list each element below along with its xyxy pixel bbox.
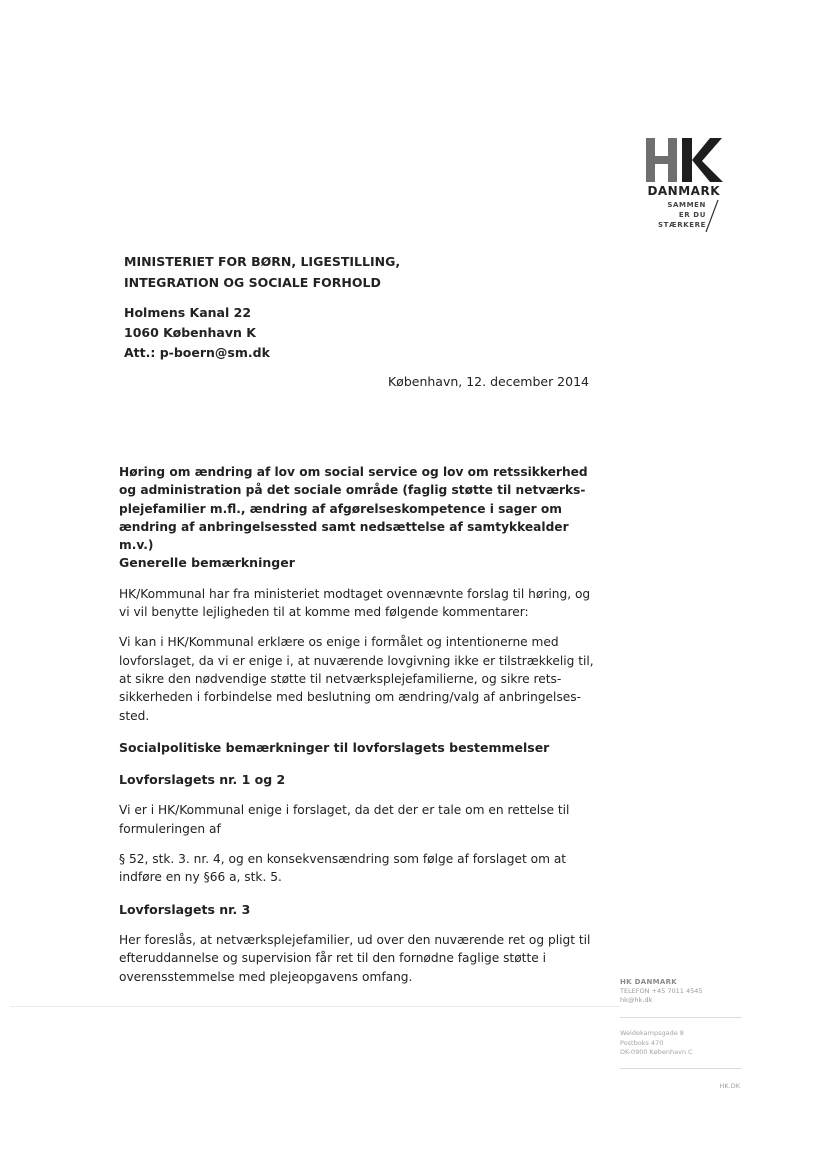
footer-divider <box>10 1006 620 1007</box>
hk-logo-mark-icon <box>646 136 724 184</box>
address-city: 1060 København K <box>124 325 256 340</box>
paragraph: Her foreslås, at netværksplejefamilier, ud over den nuværende ret og pligt til efteruddannelse og supervision får ret til den fornødne faglige støtte i overensstemmelse med plejeopgavens omfang. <box>119 932 591 984</box>
logo-slogan-line: SAMMEN <box>667 201 706 209</box>
footer-street: Weidekampsgade 8 <box>620 1029 684 1037</box>
footer-domain[interactable]: HK.DK <box>719 1082 740 1090</box>
heading-nr3: Lovforslagets nr. 3 <box>119 901 251 917</box>
date-line: København, 12. december 2014 <box>387 374 589 389</box>
address-block <box>124 303 424 363</box>
footer-divider <box>620 1068 742 1069</box>
logo-slogan-line: STÆRKERE <box>658 221 706 229</box>
heading-general: Generelle bemærkninger <box>119 555 295 571</box>
footer-divider <box>620 1017 742 1018</box>
paragraph: § 52, stk. 3. nr. 4, og en konsekvensændring som følge af forslaget om at indføre en ny §66 a, stk. 5. <box>119 852 567 885</box>
footer-contact <box>620 978 750 1005</box>
hk-logo <box>640 136 730 236</box>
paragraph: Vi er i HK/Kommunal enige i forslaget, da det der er tale om en rettelse til formuleringen af <box>119 803 570 836</box>
logo-slogan <box>640 200 706 230</box>
recipient-line: MINISTERIET FOR BØRN, LIGESTILLING, <box>124 254 401 269</box>
recipient-block <box>124 251 544 293</box>
footer-phone: TELEFON +45 7011 4545 <box>620 987 703 995</box>
address-att: Att.: p-boern@sm.dk <box>124 345 270 360</box>
letter-body <box>119 463 594 986</box>
footer-address <box>620 1029 750 1058</box>
footer-email[interactable]: hk@hk.dk <box>620 996 653 1004</box>
footer-pobox: Postboks 470 <box>620 1038 664 1047</box>
footer-brand: HK DANMARK <box>620 978 678 986</box>
logo-slogan-line: ER DU <box>678 211 706 219</box>
footer-city: DK-0900 København C <box>620 1048 693 1056</box>
recipient-line: INTEGRATION OG SOCIALE FORHOLD <box>124 275 381 290</box>
paragraph: Vi kan i HK/Kommunal erklære os enige i formålet og intentionerne med lovforslaget, da vi er enige i, at nuværende lovgivning ikke er tilstrækkelig til, at sikre den nødvendige støtte til netværksplejefamilierne, og sikre retssikkerheden i forbindelse med beslutning om ændring/valg af anbringelsessted. <box>119 635 594 723</box>
heading-social: Socialpolitiske bemærkninger til lovforslagets bestemmelser <box>119 739 550 755</box>
logo-country-text: DANMARK <box>647 184 720 198</box>
paragraph: HK/Kommunal har fra ministeriet modtaget ovennævnte forslag til høring, og vi vil benytte lejligheden til at komme med følgende kommentarer: <box>119 586 591 620</box>
heading-nr12: Lovforslagets nr. 1 og 2 <box>119 772 286 788</box>
letter-subject: Høring om ændring af lov om social service og lov om retssikkerhed og administration på det sociale område (faglig støtte til netværksplejefamilier m.fl., ændring af afgørelseskompetence i sager om ændring af anbringelsessted samt nedsættelse af samtykkealder m.v.) <box>119 465 588 553</box>
address-street: Holmens Kanal 22 <box>124 305 252 320</box>
logo-slash-icon <box>702 198 722 234</box>
